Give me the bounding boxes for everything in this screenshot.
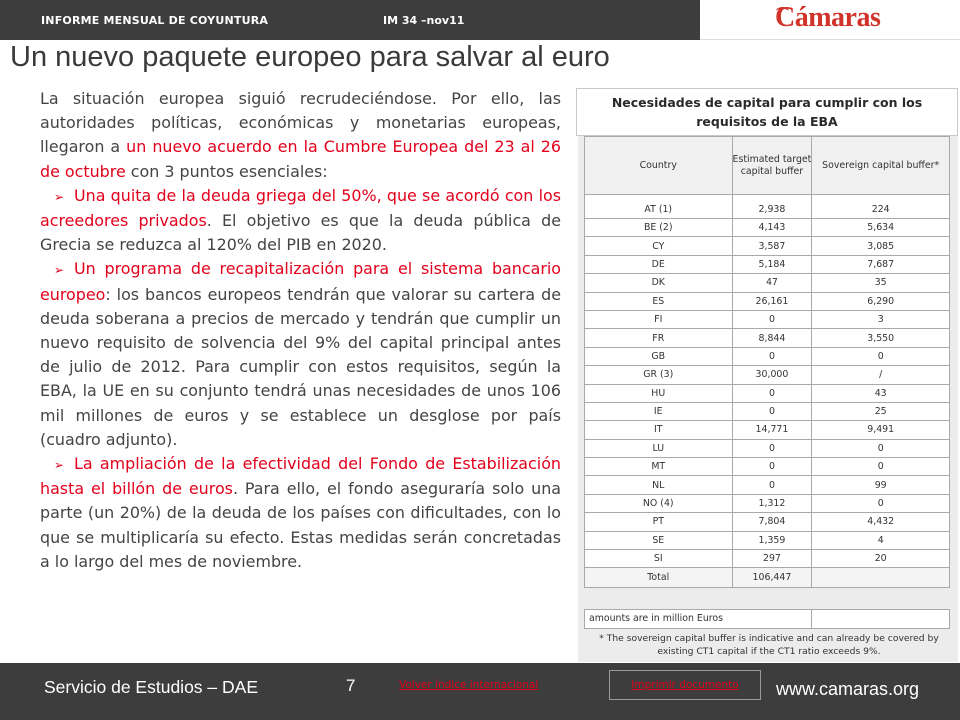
bullet-item xyxy=(40,184,561,258)
units-note-divider xyxy=(811,610,812,628)
table-row xyxy=(585,550,950,568)
table-row xyxy=(585,384,950,402)
cell-sovereign-buffer: 25 xyxy=(812,402,950,420)
cell-target-buffer: 0 xyxy=(732,402,812,420)
table-row xyxy=(585,347,950,365)
page-number: 7 xyxy=(346,676,356,695)
bullet-text: : los bancos europeos tendrán que valorar su cartera de deuda soberana a precios de mercado y tendrán que cumplir un nuevo requisito de solvencia del 9% del capital principal antes de julio de 2012. Para cumplir con estos requisitos, según la EBA, la UE en su conjunto tendrá unas necesidades de unos 106 mil millones de euros y se establece un desglose por país (cuadro adjunto). xyxy=(40,284,561,449)
arrow-bullet-icon: ➢ xyxy=(54,263,65,278)
cell-sovereign-buffer: 20 xyxy=(812,550,950,568)
cell-target-buffer: 14,771 xyxy=(732,421,812,439)
cell-sovereign-buffer: 99 xyxy=(812,476,950,494)
cell-country: MT xyxy=(585,458,733,476)
table-row xyxy=(585,366,950,384)
cell-country: CY xyxy=(585,237,733,255)
units-note xyxy=(584,609,950,629)
cell-sovereign-buffer: 4 xyxy=(812,531,950,549)
intro-text-end: con 3 puntos esenciales: xyxy=(125,161,328,181)
cell-target-buffer: 0 xyxy=(732,458,812,476)
table-total-row xyxy=(585,568,950,588)
cell-target-buffer: 1,359 xyxy=(732,531,812,549)
footer-department: Servicio de Estudios – DAE xyxy=(44,677,258,697)
cell-target-buffer: 47 xyxy=(732,274,812,292)
cell-country: DE xyxy=(585,255,733,273)
cell-sovereign-buffer: 3 xyxy=(812,310,950,328)
cell-target-buffer: 0 xyxy=(732,384,812,402)
table-row xyxy=(585,402,950,420)
article-body xyxy=(40,87,561,574)
cell-target-buffer: 0 xyxy=(732,310,812,328)
bullet-item xyxy=(40,257,561,452)
bullet-text: . Para ello, el fondo aseguraría solo una parte (un 20%) de la deuda de los países con dificultades, con lo que se multiplicaría su efecto. Estas medidas serán concretadas a lo largo del mes de noviembre. xyxy=(40,479,561,571)
total-sovereign-buffer xyxy=(812,568,950,588)
intro-highlight: un nuevo acuerdo en la Cumbre Europea del 23 al 26 de octubre xyxy=(40,137,561,181)
col-header-country: Country xyxy=(585,137,733,195)
table-row xyxy=(585,292,950,310)
logo-text: Cámaras xyxy=(775,2,881,33)
cell-sovereign-buffer: 5,634 xyxy=(812,219,950,237)
table-title: Necesidades de capital para cumplir con los requisitos de la EBA xyxy=(576,88,958,136)
total-label: Total xyxy=(585,568,733,588)
back-to-index-link[interactable]: Volver índice internacional xyxy=(399,679,539,691)
table-row xyxy=(585,237,950,255)
cell-sovereign-buffer: 7,687 xyxy=(812,255,950,273)
intro-paragraph xyxy=(40,87,561,184)
cell-target-buffer: 30,000 xyxy=(732,366,812,384)
cell-target-buffer: 7,804 xyxy=(732,513,812,531)
table-row xyxy=(585,195,950,219)
total-target-buffer: 106,447 xyxy=(732,568,812,588)
cell-country: IE xyxy=(585,402,733,420)
cell-country: FR xyxy=(585,329,733,347)
cell-sovereign-buffer: 6,290 xyxy=(812,292,950,310)
cell-sovereign-buffer: 224 xyxy=(812,195,950,219)
cell-sovereign-buffer: 0 xyxy=(812,347,950,365)
cell-country: IT xyxy=(585,421,733,439)
arrow-bullet-icon: ➢ xyxy=(54,458,65,473)
cell-sovereign-buffer: 43 xyxy=(812,384,950,402)
table-row xyxy=(585,219,950,237)
cell-country: ES xyxy=(585,292,733,310)
intro-text: La situación europea siguió recrudeciéndose. Por ello, las autoridades políticas, económicas y monetarias europeas, llegaron a xyxy=(40,89,561,157)
cell-country: NO (4) xyxy=(585,494,733,512)
cell-sovereign-buffer: 0 xyxy=(812,458,950,476)
cell-target-buffer: 0 xyxy=(732,439,812,457)
bullet-highlight: Un programa de recapitalización para el sistema bancario europeo xyxy=(40,259,561,304)
table-row xyxy=(585,494,950,512)
cell-target-buffer: 4,143 xyxy=(732,219,812,237)
bullet-highlight: Una quita de la deuda griega del 50%, que se acordó con los acreedores privados xyxy=(40,185,561,231)
table-row xyxy=(585,439,950,457)
cell-sovereign-buffer: 0 xyxy=(812,494,950,512)
arrow-bullet-icon: ➢ xyxy=(54,189,65,204)
table-row xyxy=(585,255,950,273)
cell-sovereign-buffer: 35 xyxy=(812,274,950,292)
table-row xyxy=(585,274,950,292)
cell-country: SE xyxy=(585,531,733,549)
cell-target-buffer: 26,161 xyxy=(732,292,812,310)
bullet-text: . El objetivo es que la deuda pública de Grecia se reduzca al 120% del PIB en 2020. xyxy=(40,211,561,255)
eba-table-panel xyxy=(578,136,958,662)
cell-target-buffer: 1,312 xyxy=(732,494,812,512)
cell-sovereign-buffer: 0 xyxy=(812,439,950,457)
cell-sovereign-buffer: 4,432 xyxy=(812,513,950,531)
cell-target-buffer: 0 xyxy=(732,347,812,365)
logo-swirl-icon xyxy=(776,7,789,15)
bullet-item xyxy=(40,452,561,574)
cell-target-buffer: 2,938 xyxy=(732,195,812,219)
cell-target-buffer: 5,184 xyxy=(732,255,812,273)
table-row xyxy=(585,531,950,549)
cell-sovereign-buffer: 3,550 xyxy=(812,329,950,347)
website-url: www.camaras.org xyxy=(776,679,920,699)
issue-label: IM 34 –nov11 xyxy=(383,14,465,27)
bullet-highlight: La ampliación de la efectividad del Fondo de Estabilización hasta el billón de euros xyxy=(40,454,561,499)
cell-country: FI xyxy=(585,310,733,328)
cell-target-buffer: 3,587 xyxy=(732,237,812,255)
print-link[interactable]: Imprimir documento xyxy=(631,679,739,691)
table-row xyxy=(585,458,950,476)
cell-country: GB xyxy=(585,347,733,365)
cell-target-buffer: 0 xyxy=(732,476,812,494)
table-footnote: * The sovereign capital buffer is indicative and can already be covered by existing CT1 capital if the CT1 ratio exceeds 9%. xyxy=(599,633,939,657)
cell-sovereign-buffer: 3,085 xyxy=(812,237,950,255)
cell-country: BE (2) xyxy=(585,219,733,237)
table-row xyxy=(585,476,950,494)
table-row xyxy=(585,421,950,439)
table-row xyxy=(585,310,950,328)
cell-sovereign-buffer: / xyxy=(812,366,950,384)
report-name: INFORME MENSUAL DE COYUNTURA xyxy=(41,14,269,27)
cell-country: PT xyxy=(585,513,733,531)
cell-country: GR (3) xyxy=(585,366,733,384)
table-row xyxy=(585,329,950,347)
table-body xyxy=(585,195,950,588)
cell-sovereign-buffer: 9,491 xyxy=(812,421,950,439)
camaras-logo xyxy=(775,2,887,34)
col-header-target-buffer: Estimated target capital buffer xyxy=(732,137,812,195)
cell-country: NL xyxy=(585,476,733,494)
cell-country: AT (1) xyxy=(585,195,733,219)
table-row xyxy=(585,513,950,531)
units-note-text: amounts are in million Euros xyxy=(589,613,724,624)
cell-country: LU xyxy=(585,439,733,457)
cell-target-buffer: 8,844 xyxy=(732,329,812,347)
cell-country: SI xyxy=(585,550,733,568)
cell-target-buffer: 297 xyxy=(732,550,812,568)
print-button[interactable] xyxy=(609,670,761,700)
cell-country: DK xyxy=(585,274,733,292)
table-header-row xyxy=(585,137,950,195)
page-title: Un nuevo paquete europeo para salvar al euro xyxy=(10,41,610,73)
eba-capital-table xyxy=(584,136,950,588)
col-header-sovereign-buffer: Sovereign capital buffer* xyxy=(812,137,950,195)
cell-country: HU xyxy=(585,384,733,402)
